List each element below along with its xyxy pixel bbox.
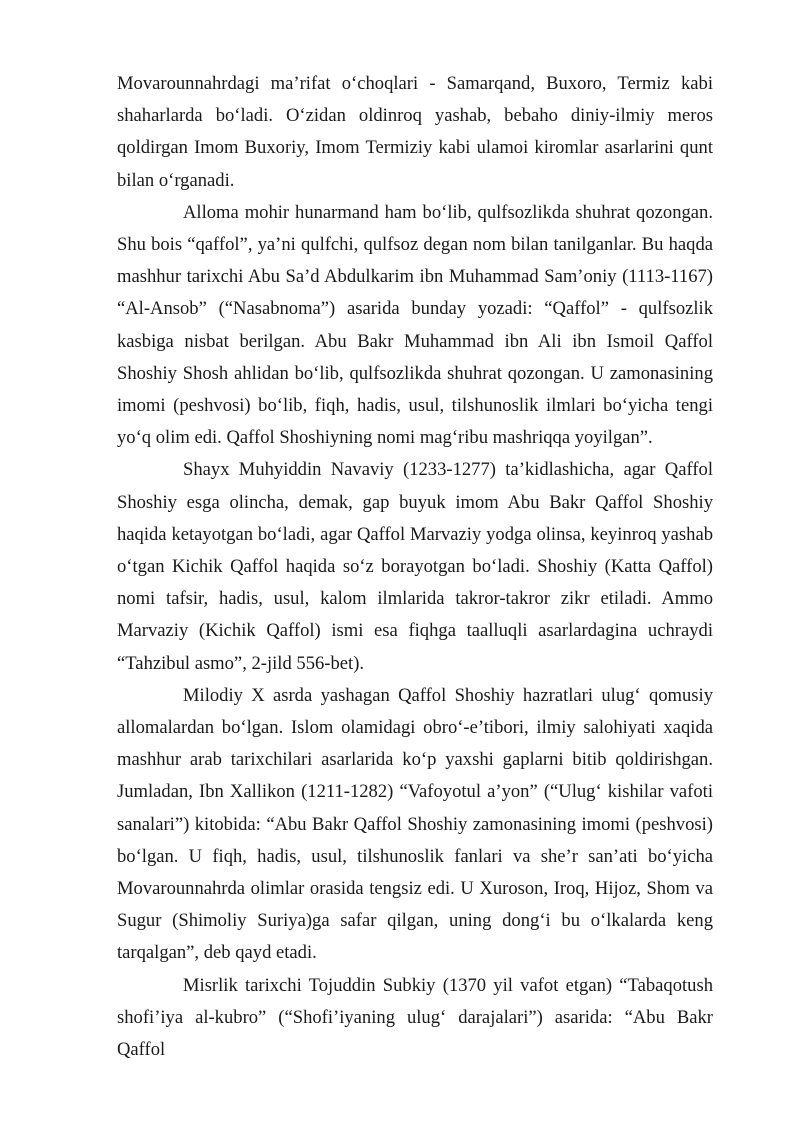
paragraph: Milodiy X asrda yashagan Qaffol Shoshiy hazratlari ulug‘ qomusiy allomalardan bo‘lgan. Islom olamidagi obro‘-e’tibori, ilmiy salohiyati xaqida mashhur arab tarixchilari asarlarida ko‘p yaxshi gaplarni bitib qoldirishgan. Jumladan, Ibn Xallikon (1211-1282) “Vafoyotul a’yon” (“Ulug‘ kishilar vafoti sanalari”) kitobida: “Abu Bakr Qaffol Shoshiy zamonasining imomi (peshvosi) bo‘lgan. U fiqh, hadis, usul, tilshunoslik fanlari va she’r san’ati bo‘yicha Movarounnahrda olimlar orasida tengsiz edi. U Xuroson, Iroq, Hijoz, Shom va Sugur (Shimoliy Suriya)ga safar qilgan, uning dong‘i bu o‘lkalarda keng tarqalgan”, deb qayd etadi. <box>117 684 713 964</box>
paragraph: Shayx Muhyiddin Navaviy (1233-1277) ta’kidlashicha, agar Qaffol Shoshiy esga olincha, demak, gap buyuk imom Abu Bakr Qaffol Shoshiy haqida ketayotgan bo‘ladi, agar Qaffol Marvaziy yodga olinsa, keyinroq yashab o‘tgan Kichik Qaffol haqida so‘z borayotgan bo‘ladi. Shoshiy (Katta Qaffol) nomi tafsir, hadis, usul, kalom ilmlarida takror-takror zikr etiladi. Ammo Marvaziy (Kichik Qaffol) ismi esa fiqhga taalluqli asarlardagina uchraydi “Tahzibul asmo”, 2-jild 556-bet). <box>117 459 713 674</box>
paragraph: Alloma mohir hunarmand ham bo‘lib, qulfsozlikda shuhrat qozongan. Shu bois “qaffol”, ya’ni qulfchi, qulfsoz degan nom bilan tanilganlar. Bu haqda mashhur tarixchi Abu Sa’d Abdulkarim ibn Muhammad Sam’oniy (1113-1167) “Al-Ansob” (“Nasabnoma”) asarida bunday yozadi: “Qaffol” - qulfsozlik kasbiga nisbat berilgan. Abu Bakr Muhammad ibn Ali ibn Ismoil Qaffol Shoshiy Shosh ahlidan bo‘lib, qulfsozlikda shuhrat qozongan. U zamonasining imomi (peshvosi) bo‘lib, fiqh, hadis, usul, tilshunoslik ilmlari bo‘yicha tengi yo‘q olim edi. Qaffol Shoshiyning nomi mag‘ribu mashriqqa yoyilgan”. <box>117 201 713 449</box>
paragraph: Movarounnahrdagi ma’rifat o‘choqlari - Samarqand, Buxoro, Termiz kabi shaharlarda bo‘ladi. O‘zidan oldinroq yashab, bebaho diniy-ilmiy meros qoldirgan Imom Buxoriy, Imom Termiziy kabi ulamoi kiromlar asarlarini qunt bilan o‘rganadi. <box>117 73 713 191</box>
document-page <box>117 68 713 1066</box>
paragraph: Misrlik tarixchi Tojuddin Subkiy (1370 yil vafot etgan) “Tabaqotush shofi’iya al-kubro” (“Shofi’iyaning ulug‘ darajalari”) asarida: “Abu Bakr Qaffol <box>117 974 713 1061</box>
